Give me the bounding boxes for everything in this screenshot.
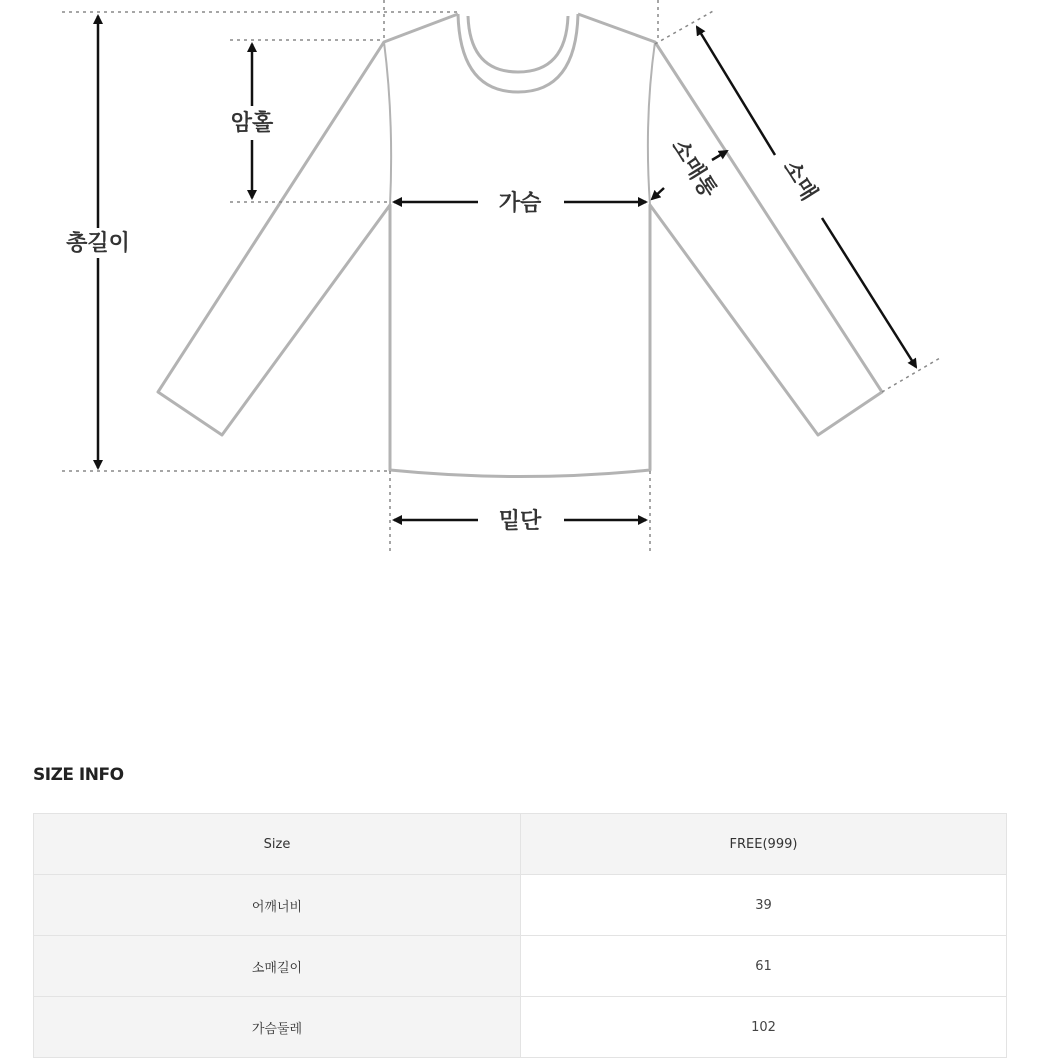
row-value: 102 bbox=[521, 997, 1007, 1058]
sleeve-width-arrow-b bbox=[652, 188, 664, 199]
size-table bbox=[33, 813, 1007, 1058]
table-row bbox=[34, 875, 1007, 936]
row-key: 가슴둘레 bbox=[34, 997, 521, 1058]
row-value: 39 bbox=[521, 875, 1007, 936]
sleeve-width-arrow-a bbox=[712, 151, 727, 160]
table-row bbox=[34, 936, 1007, 997]
table-header-row bbox=[34, 814, 1007, 875]
sleeve-arrow-up bbox=[697, 27, 775, 155]
row-key: 소매길이 bbox=[34, 936, 521, 997]
chest-label: 가슴 bbox=[498, 191, 542, 216]
row-value: 61 bbox=[521, 936, 1007, 997]
sleeve-arrow-down bbox=[822, 218, 916, 367]
armhole-label: 암홀 bbox=[230, 111, 274, 136]
sleeve-label: 소매 bbox=[777, 155, 822, 206]
row-key: 어깨너비 bbox=[34, 875, 521, 936]
table-header-key: Size bbox=[34, 814, 521, 875]
table-header-value: FREE(999) bbox=[521, 814, 1007, 875]
total-length-label: 총길이 bbox=[66, 231, 130, 256]
hem-label: 밑단 bbox=[498, 509, 542, 534]
sleeve-width-label: 소매통 bbox=[666, 134, 722, 203]
shirt-outline bbox=[158, 14, 882, 477]
size-info-title: SIZE INFO bbox=[33, 765, 124, 785]
table-row bbox=[34, 997, 1007, 1058]
